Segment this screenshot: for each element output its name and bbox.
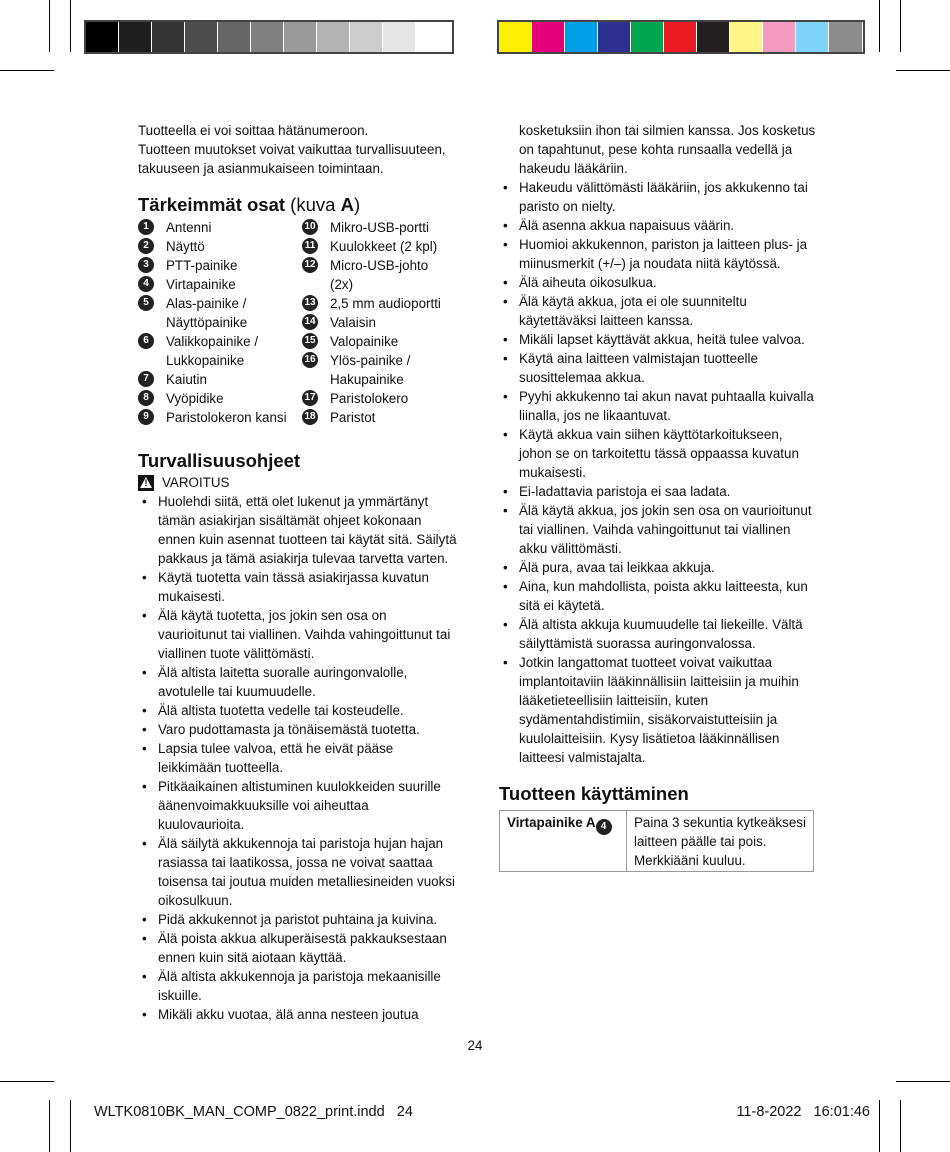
list-item: • Käytä aina laitteen valmistajan tuotteelle suosittelemaa akkua. xyxy=(499,349,817,387)
list-item: • Älä pura, avaa tai leikkaa akkuja. xyxy=(499,558,817,577)
parts-list xyxy=(138,218,458,446)
intro-line: Tuotteen muutokset voivat vaikuttaa turvallisuuteen, takuuseen ja asianmukaiseen toimintaan. xyxy=(138,142,446,176)
color-swatch xyxy=(350,22,383,52)
part-item: 10 Mikro-USB-portti xyxy=(302,218,462,237)
list-item: • Älä aiheuta oikosulkua. xyxy=(499,273,817,292)
crop-mark xyxy=(896,1081,950,1082)
warning-icon xyxy=(138,475,154,491)
color-swatch xyxy=(383,22,416,52)
list-item: • Hakeudu välittömästi lääkäriin, jos akkukenno tai paristo on nielty. xyxy=(499,178,817,216)
left-column xyxy=(138,121,458,1024)
crop-mark xyxy=(70,1100,71,1152)
safety-heading: Turvallisuusohjeet xyxy=(138,450,301,471)
list-item: • Pyyhi akkukenno tai akun navat puhtaalla kuivalla liinalla, jos ne likaantuvat. xyxy=(499,387,817,425)
color-swatch xyxy=(218,22,251,52)
slug-file: WLTK0810BK_MAN_COMP_0822_print.indd 24 xyxy=(94,1104,413,1120)
color-swatch xyxy=(730,22,763,52)
color-swatch xyxy=(532,22,565,52)
list-item: • Älä asenna akkua napaisuus väärin. xyxy=(499,216,817,235)
color-swatch xyxy=(829,22,862,52)
slug-date: 11-8-2022 16:01:46 xyxy=(736,1104,870,1120)
table-row xyxy=(500,811,814,872)
usage-heading: Tuotteen käyttäminen xyxy=(499,783,689,804)
crop-mark xyxy=(0,70,54,71)
list-item: • Varo pudottamasta ja tönäisemästä tuotetta. xyxy=(138,720,458,739)
parts-heading: Tärkeimmät osat (kuva A) xyxy=(138,194,361,215)
list-item: • Pitkäaikainen altistuminen kuulokkeiden suurille äänenvoimakkuuksille voi aiheuttaa kuulovaurioita. xyxy=(138,777,458,834)
part-item: 5 Alas-painike / Näyttöpainike xyxy=(138,294,268,332)
list-item: • Huolehdi siitä, että olet lukenut ja ymmärtänyt tämän asiakirjan sisältämät ohjeet kokonaan ennen kuin asennat tuotteen tai käytät sitä. Säilytä pakkaus ja tämä asiakirja tulevaa tarvetta varten. xyxy=(138,492,458,568)
part-item: 2 Näyttö xyxy=(138,237,298,256)
part-item: 16 Ylös-painike / Hakupainike xyxy=(302,351,432,389)
list-item: • Älä käytä tuotetta, jos jokin sen osa on vaurioitunut tai viallinen. Vaihda vahingoittunut tai viallinen tuote välittömästi. xyxy=(138,606,458,663)
list-item: • Älä altista akkukennoja ja paristoja mekaanisille iskuille. xyxy=(138,967,458,1005)
color-swatch xyxy=(416,22,449,52)
part-item: 12 Micro-USB-johto (2x) xyxy=(302,256,442,294)
list-item: • Huomioi akkukennon, pariston ja laitteen plus- ja miinusmerkit (+/–) ja noudata niitä käytössä. xyxy=(499,235,817,273)
right-column xyxy=(499,121,817,872)
color-swatch xyxy=(796,22,829,52)
part-item: 4 Virtapainike xyxy=(138,275,298,294)
usage-key-cell: Virtapainike A 4 xyxy=(500,811,627,872)
intro-line: Tuotteella ei voi soittaa hätänumeroon. xyxy=(138,123,369,138)
part-item: 7 Kaiutin xyxy=(138,370,298,389)
color-swatch xyxy=(185,22,218,52)
part-number-badge: 4 xyxy=(596,819,612,835)
crop-mark xyxy=(879,0,880,52)
part-item: 6 Valikkopainike / Lukkopainike xyxy=(138,332,268,370)
warning-label: ! VAROITUS xyxy=(138,473,458,492)
color-swatch xyxy=(284,22,317,52)
list-item: • Mikäli akku vuotaa, älä anna nesteen joutua xyxy=(138,1005,458,1024)
list-item: • Pidä akkukennot ja paristot puhtaina ja kuivina. xyxy=(138,910,458,929)
part-item: 8 Vyöpidike xyxy=(138,389,298,408)
color-swatch xyxy=(499,22,532,52)
list-item: • Ei-ladattavia paristoja ei saa ladata. xyxy=(499,482,817,501)
list-item: • Lapsia tulee valvoa, että he eivät pääse leikkimään tuotteella. xyxy=(138,739,458,777)
part-item: 11 Kuulokkeet (2 kpl) xyxy=(302,237,462,256)
list-item: • Älä altista laitetta suoralle auringonvalolle, avotulelle tai kuumuudelle. xyxy=(138,663,458,701)
crop-mark xyxy=(900,1100,901,1152)
part-item: 1 Antenni xyxy=(138,218,298,237)
safety-list-left xyxy=(138,492,458,1024)
color-swatch xyxy=(598,22,631,52)
crop-mark xyxy=(900,0,901,52)
color-swatch xyxy=(631,22,664,52)
list-item: • Älä poista akkua alkuperäisestä pakkauksestaan ennen kuin sitä aiotaan käyttää. xyxy=(138,929,458,967)
continuation-text: kosketuksiin ihon tai silmien kanssa. Jos kosketus on tapahtunut, pese kohta runsaalla vedellä ja hakeudu lääkäriin. xyxy=(519,123,816,176)
part-item: 14 Valaisin xyxy=(302,313,462,332)
color-swatch xyxy=(317,22,350,52)
list-item: • Älä käytä akkua, jos jokin sen osa on vaurioitunut tai viallinen. Vaihda vahingoittunut tai viallinen akku välittömästi. xyxy=(499,501,817,558)
color-swatch xyxy=(697,22,730,52)
usage-table xyxy=(499,810,814,872)
crop-mark xyxy=(896,70,950,71)
color-swatch xyxy=(664,22,697,52)
list-item: • Mikäli lapset käyttävät akkua, heitä tulee valvoa. xyxy=(499,330,817,349)
crop-mark xyxy=(49,0,50,52)
crop-mark xyxy=(0,1081,54,1082)
list-item: • Aina, kun mahdollista, poista akku laitteesta, kun sitä ei käytetä. xyxy=(499,577,817,615)
list-item: • Käytä akkua vain siihen käyttötarkoitukseen, johon se on tarkoitettu tässä oppaassa kuvatun mukaisesti. xyxy=(499,425,817,482)
page-number: 24 xyxy=(467,1038,483,1053)
list-item: • Jotkin langattomat tuotteet voivat vaikuttaa implantoitaviin lääkinnällisiin laitteisiin ja muihin lääketieteellisiin laitteisiin, kuten sydämentahdistimiin, sisäkorvaistutteisiin ja kuulolaitteisiin. Kysy lisätietoa lääkinnällisen laitteesi valmistajalta. xyxy=(499,653,817,767)
list-item: • Älä altista tuotetta vedelle tai kosteudelle. xyxy=(138,701,458,720)
list-item: • Käytä tuotetta vain tässä asiakirjassa kuvatun mukaisesti. xyxy=(138,568,458,606)
crop-mark xyxy=(70,0,71,52)
color-swatch xyxy=(763,22,796,52)
grayscale-calibration-bar xyxy=(84,20,454,54)
part-item: 18 Paristot xyxy=(302,408,462,427)
safety-list-right xyxy=(499,178,817,767)
color-swatch xyxy=(251,22,284,52)
part-item: 13 2,5 mm audioportti xyxy=(302,294,462,313)
list-item: • Älä säilytä akkukennoja tai paristoja hujan hajan rasiassa tai laatikossa, jossa ne voivat saattaa toisensa tai joutua muiden metalliesineiden vuoksi oikosulkuun. xyxy=(138,834,458,910)
color-calibration-bar xyxy=(497,20,865,54)
usage-value-cell: Paina 3 sekuntia kytkeäksesi laitteen päälle tai pois. Merkkiääni kuuluu. xyxy=(627,811,814,872)
color-swatch xyxy=(565,22,598,52)
color-swatch xyxy=(152,22,185,52)
crop-mark xyxy=(879,1100,880,1152)
part-item: 17 Paristolokero xyxy=(302,389,462,408)
part-item: 9 Paristolokeron kansi xyxy=(138,408,298,427)
part-item: 15 Valopainike xyxy=(302,332,462,351)
color-swatch xyxy=(119,22,152,52)
crop-mark xyxy=(49,1100,50,1152)
color-swatch xyxy=(86,22,119,52)
part-item: 3 PTT-painike xyxy=(138,256,298,275)
list-item: • Älä käytä akkua, jota ei ole suunniteltu käytettäväksi laitteen kanssa. xyxy=(499,292,817,330)
list-item: • Älä altista akkuja kuumuudelle tai liekeille. Vältä säilyttämistä suorassa auringonvalossa. xyxy=(499,615,817,653)
